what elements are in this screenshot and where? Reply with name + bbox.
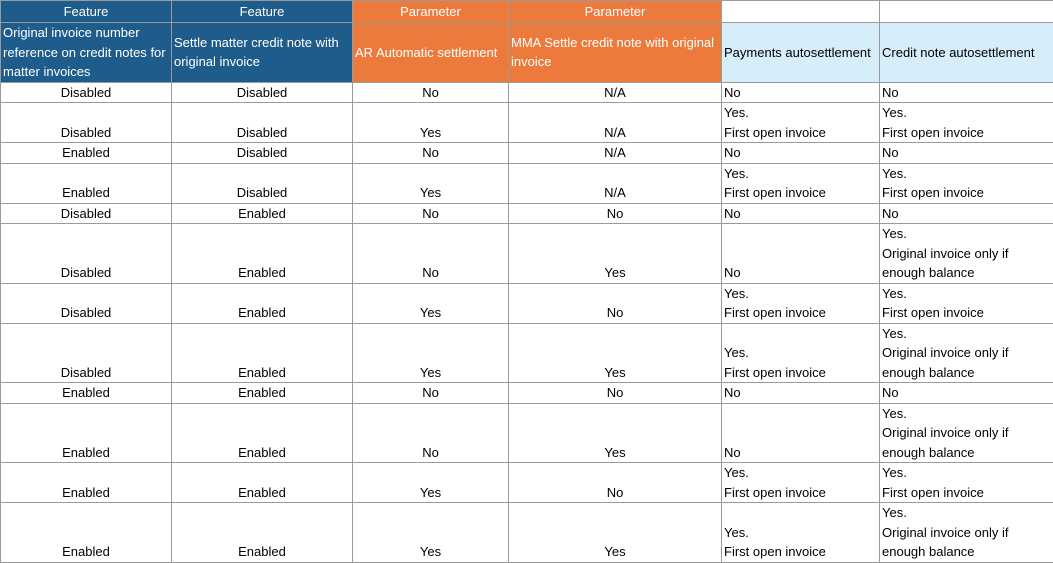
cell-settle-matter-credit-note: Disabled [172, 103, 353, 143]
cell-original-invoice-reference: Enabled [1, 463, 172, 503]
cell-line: No [724, 383, 877, 403]
cell-line: Yes. [882, 324, 1051, 344]
cell-credit-note-autosettlement [880, 103, 1053, 143]
table-row [1, 463, 1053, 503]
cell-ar-automatic-settlement: No [353, 224, 509, 284]
cell-line: Yes. [724, 284, 877, 304]
cell-mma-settle-credit-note: N/A [509, 163, 722, 203]
cell-mma-settle-credit-note: N/A [509, 143, 722, 164]
cell-line: First open invoice [882, 483, 1051, 503]
header-line: invoice [511, 54, 551, 69]
cell-ar-automatic-settlement: Yes [353, 103, 509, 143]
header-line: reference on credit notes [3, 45, 147, 60]
cell-credit-note-autosettlement [880, 224, 1053, 284]
cell-payments-autosettlement [722, 143, 880, 164]
cell-line: First open invoice [882, 123, 1051, 143]
cell-line: Yes. [882, 164, 1051, 184]
cell-ar-automatic-settlement: Yes [353, 463, 509, 503]
header-line: Credit note autosettlement [882, 45, 1034, 60]
cell-line: No [724, 204, 877, 224]
group-header-parameter-2: Parameter [509, 1, 722, 23]
cell-mma-settle-credit-note: No [509, 203, 722, 224]
column-header-payments-autosettlement [722, 23, 880, 83]
table-row [1, 143, 1053, 164]
cell-credit-note-autosettlement [880, 143, 1053, 164]
cell-payments-autosettlement [722, 103, 880, 143]
cell-line: No [724, 443, 877, 463]
cell-payments-autosettlement [722, 283, 880, 323]
table-row [1, 82, 1053, 103]
table-row [1, 403, 1053, 463]
cell-line: Yes. [882, 284, 1051, 304]
header-row-columns [1, 23, 1053, 83]
cell-original-invoice-reference: Disabled [1, 82, 172, 103]
cell-mma-settle-credit-note: Yes [509, 503, 722, 563]
cell-settle-matter-credit-note: Enabled [172, 203, 353, 224]
cell-line: No [724, 263, 877, 283]
cell-ar-automatic-settlement: No [353, 383, 509, 404]
cell-line: Yes. [882, 503, 1051, 523]
cell-settle-matter-credit-note: Enabled [172, 323, 353, 383]
table-row [1, 103, 1053, 143]
table-row [1, 323, 1053, 383]
cell-ar-automatic-settlement: Yes [353, 283, 509, 323]
cell-settle-matter-credit-note: Enabled [172, 503, 353, 563]
cell-line: Original invoice only if [882, 423, 1051, 443]
cell-mma-settle-credit-note: No [509, 383, 722, 404]
table-row [1, 503, 1053, 563]
cell-credit-note-autosettlement [880, 203, 1053, 224]
table-body [1, 82, 1053, 562]
cell-original-invoice-reference: Enabled [1, 163, 172, 203]
column-header-mma-settle-credit-note [509, 23, 722, 83]
group-header-feature-1: Feature [1, 1, 172, 23]
cell-ar-automatic-settlement: Yes [353, 323, 509, 383]
cell-settle-matter-credit-note: Disabled [172, 82, 353, 103]
cell-line: Yes. [882, 103, 1051, 123]
cell-ar-automatic-settlement: Yes [353, 503, 509, 563]
cell-payments-autosettlement [722, 163, 880, 203]
group-header-blank-1 [722, 1, 880, 23]
cell-ar-automatic-settlement: No [353, 403, 509, 463]
cell-line: Yes. [724, 164, 877, 184]
cell-mma-settle-credit-note: No [509, 283, 722, 323]
cell-line: Yes. [724, 103, 877, 123]
cell-settle-matter-credit-note: Enabled [172, 383, 353, 404]
cell-settle-matter-credit-note: Enabled [172, 403, 353, 463]
group-header-blank-2 [880, 1, 1053, 23]
cell-original-invoice-reference: Enabled [1, 383, 172, 404]
cell-line: Yes. [724, 523, 877, 543]
header-line: original invoice [174, 54, 260, 69]
cell-line: Yes. [882, 224, 1051, 244]
cell-line: enough balance [882, 363, 1051, 383]
group-header-parameter-1: Parameter [353, 1, 509, 23]
cell-mma-settle-credit-note: N/A [509, 82, 722, 103]
cell-original-invoice-reference: Enabled [1, 143, 172, 164]
column-header-original-invoice-reference [1, 23, 172, 83]
cell-payments-autosettlement [722, 224, 880, 284]
cell-payments-autosettlement [722, 82, 880, 103]
cell-payments-autosettlement [722, 383, 880, 404]
cell-payments-autosettlement [722, 503, 880, 563]
table-row [1, 203, 1053, 224]
cell-line: First open invoice [724, 183, 877, 203]
cell-payments-autosettlement [722, 323, 880, 383]
cell-credit-note-autosettlement [880, 403, 1053, 463]
column-header-settle-matter-credit-note [172, 23, 353, 83]
cell-credit-note-autosettlement [880, 383, 1053, 404]
cell-ar-automatic-settlement: No [353, 203, 509, 224]
header-line: AR Automatic settlement [355, 45, 497, 60]
cell-line: No [882, 83, 1051, 103]
cell-original-invoice-reference: Disabled [1, 283, 172, 323]
cell-line: No [882, 143, 1051, 163]
cell-payments-autosettlement [722, 463, 880, 503]
cell-mma-settle-credit-note: Yes [509, 323, 722, 383]
cell-line: Original invoice only if [882, 523, 1051, 543]
cell-settle-matter-credit-note: Enabled [172, 224, 353, 284]
header-line: Original invoice number [3, 25, 140, 40]
cell-credit-note-autosettlement [880, 503, 1053, 563]
cell-credit-note-autosettlement [880, 323, 1053, 383]
cell-ar-automatic-settlement: Yes [353, 163, 509, 203]
cell-line: enough balance [882, 263, 1051, 283]
cell-line: No [882, 383, 1051, 403]
cell-ar-automatic-settlement: No [353, 143, 509, 164]
cell-settle-matter-credit-note: Enabled [172, 463, 353, 503]
cell-line: No [724, 83, 877, 103]
cell-original-invoice-reference: Disabled [1, 103, 172, 143]
cell-line: enough balance [882, 542, 1051, 562]
cell-line: First open invoice [882, 183, 1051, 203]
cell-line: First open invoice [724, 542, 877, 562]
cell-original-invoice-reference: Disabled [1, 224, 172, 284]
table-row [1, 224, 1053, 284]
cell-original-invoice-reference: Disabled [1, 203, 172, 224]
column-header-credit-note-autosettlement [880, 23, 1053, 83]
header-row-groups [1, 1, 1053, 23]
cell-line: No [724, 143, 877, 163]
column-header-ar-automatic-settlement [353, 23, 509, 83]
cell-line: Original invoice only if [882, 244, 1051, 264]
cell-line: First open invoice [724, 363, 877, 383]
cell-ar-automatic-settlement: No [353, 82, 509, 103]
cell-line: First open invoice [882, 303, 1051, 323]
cell-original-invoice-reference: Disabled [1, 323, 172, 383]
group-header-feature-2: Feature [172, 1, 353, 23]
cell-mma-settle-credit-note: Yes [509, 403, 722, 463]
cell-line: First open invoice [724, 303, 877, 323]
cell-payments-autosettlement [722, 403, 880, 463]
cell-settle-matter-credit-note: Disabled [172, 143, 353, 164]
cell-line: First open invoice [724, 483, 877, 503]
header-line: Settle matter credit note with [174, 35, 339, 50]
cell-settle-matter-credit-note: Disabled [172, 163, 353, 203]
cell-line: Yes. [724, 343, 877, 363]
cell-credit-note-autosettlement [880, 163, 1053, 203]
cell-credit-note-autosettlement [880, 82, 1053, 103]
cell-original-invoice-reference: Enabled [1, 503, 172, 563]
cell-payments-autosettlement [722, 203, 880, 224]
cell-mma-settle-credit-note: No [509, 463, 722, 503]
header-line: MMA Settle credit note with original [511, 35, 714, 50]
cell-line: enough balance [882, 443, 1051, 463]
cell-settle-matter-credit-note: Enabled [172, 283, 353, 323]
cell-credit-note-autosettlement [880, 283, 1053, 323]
header-line: for matter invoices [3, 45, 166, 80]
cell-credit-note-autosettlement [880, 463, 1053, 503]
table-row [1, 383, 1053, 404]
cell-mma-settle-credit-note: Yes [509, 224, 722, 284]
table-row [1, 283, 1053, 323]
cell-line: Yes. [882, 404, 1051, 424]
table-row [1, 163, 1053, 203]
header-line: Payments autosettlement [724, 45, 871, 60]
cell-line: Yes. [724, 463, 877, 483]
cell-line: Original invoice only if [882, 343, 1051, 363]
cell-line: No [882, 204, 1051, 224]
cell-line: Yes. [882, 463, 1051, 483]
cell-line: First open invoice [724, 123, 877, 143]
cell-original-invoice-reference: Enabled [1, 403, 172, 463]
cell-mma-settle-credit-note: N/A [509, 103, 722, 143]
